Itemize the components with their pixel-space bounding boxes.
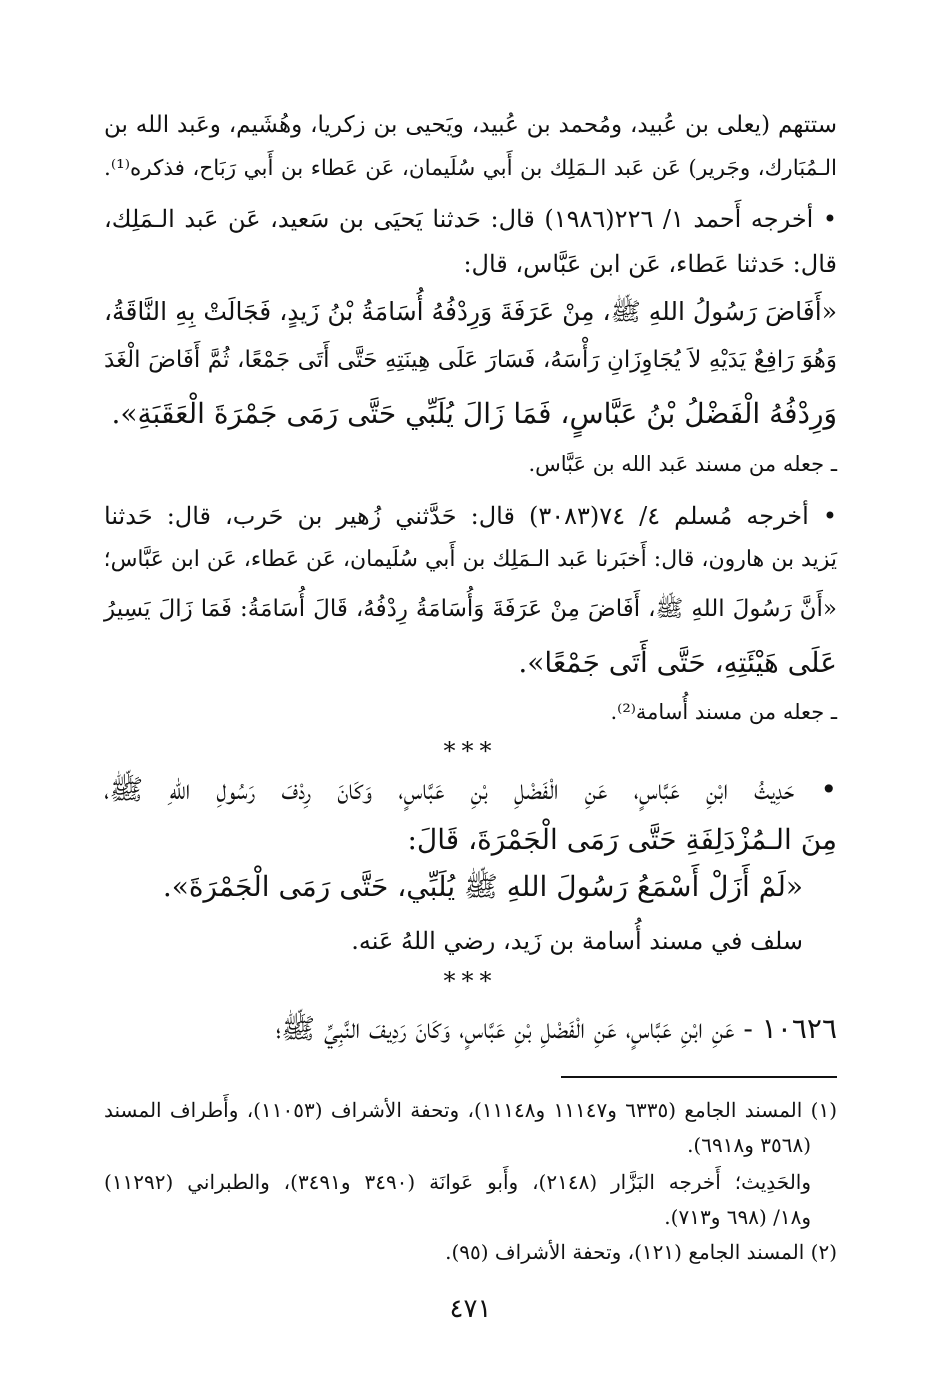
- text-line: يَزيد بن هارون، قال: أَخبَرنا عَبد الـمَلِك بن أَبي سُلَيمان، عَن عَطاء، عَن ابن عَبَّاس؛: [103, 547, 837, 572]
- hadith-line: عَلَى هَيْئَتِهِ، حَتَّى أَتَى جَمْعًا».: [518, 646, 837, 679]
- footnote-rule: [561, 1076, 837, 1078]
- footnote-line: و١٨/ (٦٩٨ و٧١٣).: [664, 1205, 811, 1229]
- note-line: ـ جعله من مسند أُسامة⁽²⁾.: [610, 700, 837, 724]
- page-number: ٤٧١: [449, 1294, 492, 1324]
- hadith-line: «لَمْ أَزَلْ أَسْمَعُ رَسُولَ اللهِ ﷺ يُلَبِّي، حَتَّى رَمَى الْجَمْرَةَ».: [162, 870, 803, 903]
- hadith-line: «أَنَّ رَسُولَ اللهِ ﷺ، أَفَاضَ مِنْ عَرَفَةَ وَأُسَامَةُ رِدْفُهُ، قَالَ أُسَامَةُ: فَمَا زَالَ يَسِيرُ: [104, 596, 837, 622]
- footnote-line: والحَدِيث؛ أَخرجه البَزَّار (٢١٤٨)، وأَبو عَوانَة (٣٤٩٠ و٣٤٩١)، والطبراني (١١٢٩٢): [104, 1170, 812, 1194]
- footnote-line: (٣٥٦٨ و٦٩١٨).: [687, 1133, 811, 1157]
- text-line: ستتهم (يعلى بن عُبيد، ومُحمد بن عُبيد، ويَحيى بن زكريا، وهُشَيم، وعَبد الله بن: [104, 112, 837, 138]
- section-separator: ***: [443, 967, 498, 995]
- text-line: سلف في مسند أُسامة بن زَيد، رضي اللهُ عَنه.: [351, 927, 803, 955]
- hadith-line: مِنَ الـمُزْدَلِفَةِ حَتَّى رَمَى الْجَمْرَةَ، قَالَ:: [407, 823, 837, 856]
- text-line: الـمُبَارك، وجَرير) عَن عَبد الـمَلِك بن أَبي سُلَيمان، عَن عَطاء بن أَبي رَبَاح، فذكره⁽¹⁾.: [104, 156, 837, 181]
- hadith-heading: ١٠٦٢٦ - عَنِ ابْنِ عَبَّاسٍ، عَنِ الْفَضْلِ بْنِ عَبَّاسٍ، وَكَانَ رَدِيفَ النَّبِيِّ ﷺ؛: [275, 1012, 837, 1045]
- footnote-line: (١) المسند الجامع (٦٣٣٥ و١١١٤٧ و١١١٤٨)، وتحفة الأشراف (١١٠٥٣)، وأَطراف المسند: [104, 1098, 838, 1122]
- hadith-line: • حَدِيثُ ابْنِ عَبَّاسٍ، عَنِ الْفَضْلِ بْنِ عَبَّاسٍ، وَكَانَ رِدْفَ رَسُولِ اللهِ ﷺ،: [104, 773, 837, 806]
- hadith-line: وَرِدْفُهُ الْفَضْلُ بْنُ عَبَّاسٍ، فَمَا زَالَ يُلَبِّي حَتَّى رَمَى جَمْرَةَ الْعَقَبَةِ».: [111, 397, 837, 430]
- text-line: • أخرجه مُسلم ٤/ ٧٤(٣٠٨٣) قال: حَدَّثني زُهير بن حَرب، قال: حَدثنا: [104, 502, 837, 530]
- section-separator: ***: [443, 737, 498, 765]
- footnote-line: (٢) المسند الجامع (١٢١)، وتحفة الأشراف (٩٥).: [445, 1240, 837, 1264]
- text-line: قال: حَدثنا عَطاء، عَن ابن عَبَّاس، قال:: [463, 250, 837, 278]
- note-line: ـ جعله من مسند عَبد الله بن عَبَّاس.: [528, 452, 837, 476]
- text-line: • أخرجه أَحمد ١/ ٢٢٦(١٩٨٦) قال: حَدثنا يَحيَى بن سَعيد، عَن عَبد الـمَلِك،: [104, 205, 837, 233]
- hadith-line: «أَفَاضَ رَسُولُ اللهِ ﷺ، مِنْ عَرَفَةَ وَرِدْفُهُ أُسَامَةُ بْنُ زَيدٍ، فَجَالَتْ بِهِ النَّاقَةُ،: [103, 297, 837, 326]
- hadith-line: وَهُوَ رَافِعٌ يَدَيْهِ لاَ يُجَاوِزَانِ رَأْسَهُ، فَسَارَ عَلَى هِينَتِهِ حَتَّى أَتَى جَمْعًا، ثُمَّ أَفَاضَ الْغَدَ: [104, 347, 837, 373]
